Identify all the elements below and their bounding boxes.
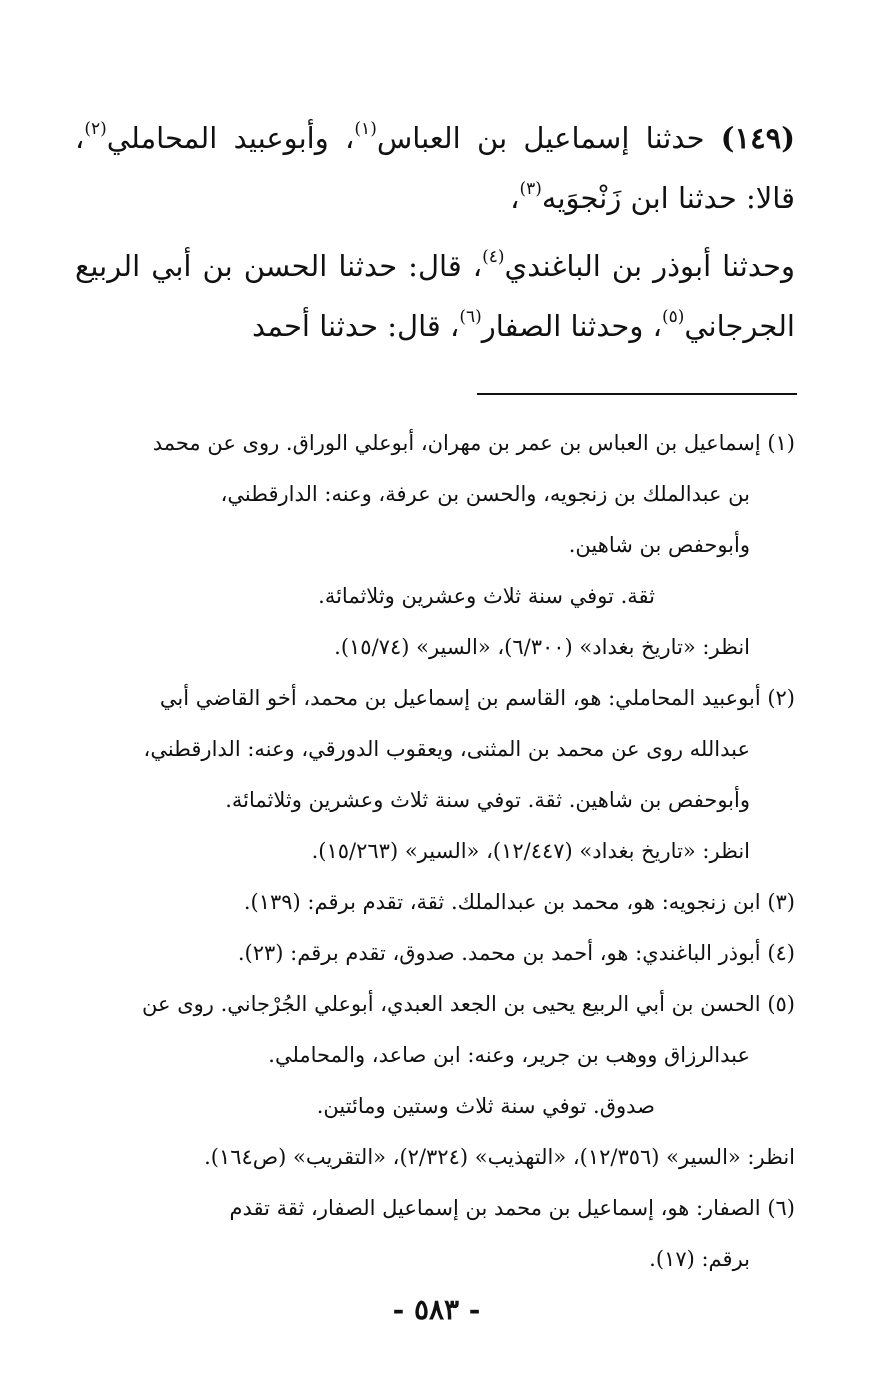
footnote-ref[interactable]: (٤) [482,247,505,267]
footnote-6 [75,1183,795,1285]
footnote-line: عبدالله روى عن محمد بن المثنى، ويعقوب الدورقي، وعنه: الدارقطني، [143,737,750,761]
text-segment: ، قالا: حدثنا ابن زَنْجوَيه [75,121,795,215]
text-segment: ، [510,181,520,215]
footnote-line: انظر: «تاريخ بغداد» (١٢/٤٤٧)، «السير» (١٥/٢٦٣). [311,839,750,863]
footnote-ref[interactable]: (٢) [84,119,107,139]
text-segment: ، وأبوعبيد المحاملي [106,121,355,155]
footnote-line: (٢) أبوعبيد المحاملي: هو، القاسم بن إسماعيل بن محمد، أخو القاضي أبي [159,686,795,710]
footnote-line: ثقة. توفي سنة ثلاث وعشرين وثلاثمائة. [318,584,655,608]
footnote-line: انظر: «تاريخ بغداد» (٦/٣٠٠)، «السير» (١٥/٧٤). [334,635,750,659]
text-segment: ، وحدثنا الصفار [481,309,662,343]
footnote-3 [75,877,795,928]
main-text [75,108,795,356]
footnote-line: (٥) الحسن بن أبي الربيع يحيى بن الجعد العبدي، أبوعلي الجُرْجاني. روى عن [142,992,795,1016]
footnote-2 [75,673,795,877]
footnote-line: (٦) الصفار: هو، إسماعيل بن محمد بن إسماعيل الصفار، ثقة تقدم [229,1196,795,1220]
footnote-line: (٤) أبوذر الباغندي: هو، أحمد بن محمد. صدوق، تقدم برقم: (٢٣). [237,941,795,965]
footnote-line: انظر: «السير» (١٢/٣٥٦)، «التهذيب» (٢/٣٢٤)، «التقريب» (ص١٦٤). [204,1145,795,1169]
text-segment: وحدثنا أبوذر بن الباغندي [504,249,795,283]
footnote-ref[interactable]: (٣) [519,179,542,199]
footnote-1 [75,418,795,673]
text-segment: حدثنا إسماعيل بن العباس [376,121,721,155]
hadith-paragraph-2 [75,236,795,356]
hadith-number: (١٤٩) [720,121,795,155]
footnote-line: صدوق. توفي سنة ثلاث وستين ومائتين. [316,1094,655,1118]
footnotes [75,418,795,1285]
footnote-ref[interactable]: (٥) [661,307,685,327]
text-segment: ، قال: حدثنا أحمد [252,309,460,343]
footnote-line: برقم: (١٧). [649,1247,750,1271]
footnote-5 [75,979,795,1183]
footnote-line: عبدالرزاق ووهب بن جرير، وعنه: ابن صاعد، والمحاملي. [268,1043,750,1067]
footnote-4 [75,928,795,979]
footnote-line: بن عبدالملك بن زنجويه، والحسن بن عرفة، وعنه: الدارقطني، [220,482,750,506]
footnote-ref[interactable]: (٦) [459,307,482,327]
footnote-ref[interactable]: (١) [354,119,377,139]
text-segment: ، قال: حدثنا الحسن بن أبي الربيع الجرجاني [75,249,795,343]
footnote-line: وأبوحفص بن شاهين. ثقة. توفي سنة ثلاث وعشرين وثلاثمائة. [225,788,750,812]
footnote-divider [477,393,797,395]
footnote-line: (١) إسماعيل بن العباس بن عمر بن مهران، أبوعلي الوراق. روى عن محمد [152,431,795,455]
page-number: - ٥٨٣ - [392,1293,481,1326]
hadith-paragraph-1 [75,108,795,228]
footnote-line: (٣) ابن زنجويه: هو، محمد بن عبدالملك. ثقة، تقدم برقم: (١٣٩). [243,890,795,914]
footnote-line: وأبوحفص بن شاهين. [568,533,750,557]
